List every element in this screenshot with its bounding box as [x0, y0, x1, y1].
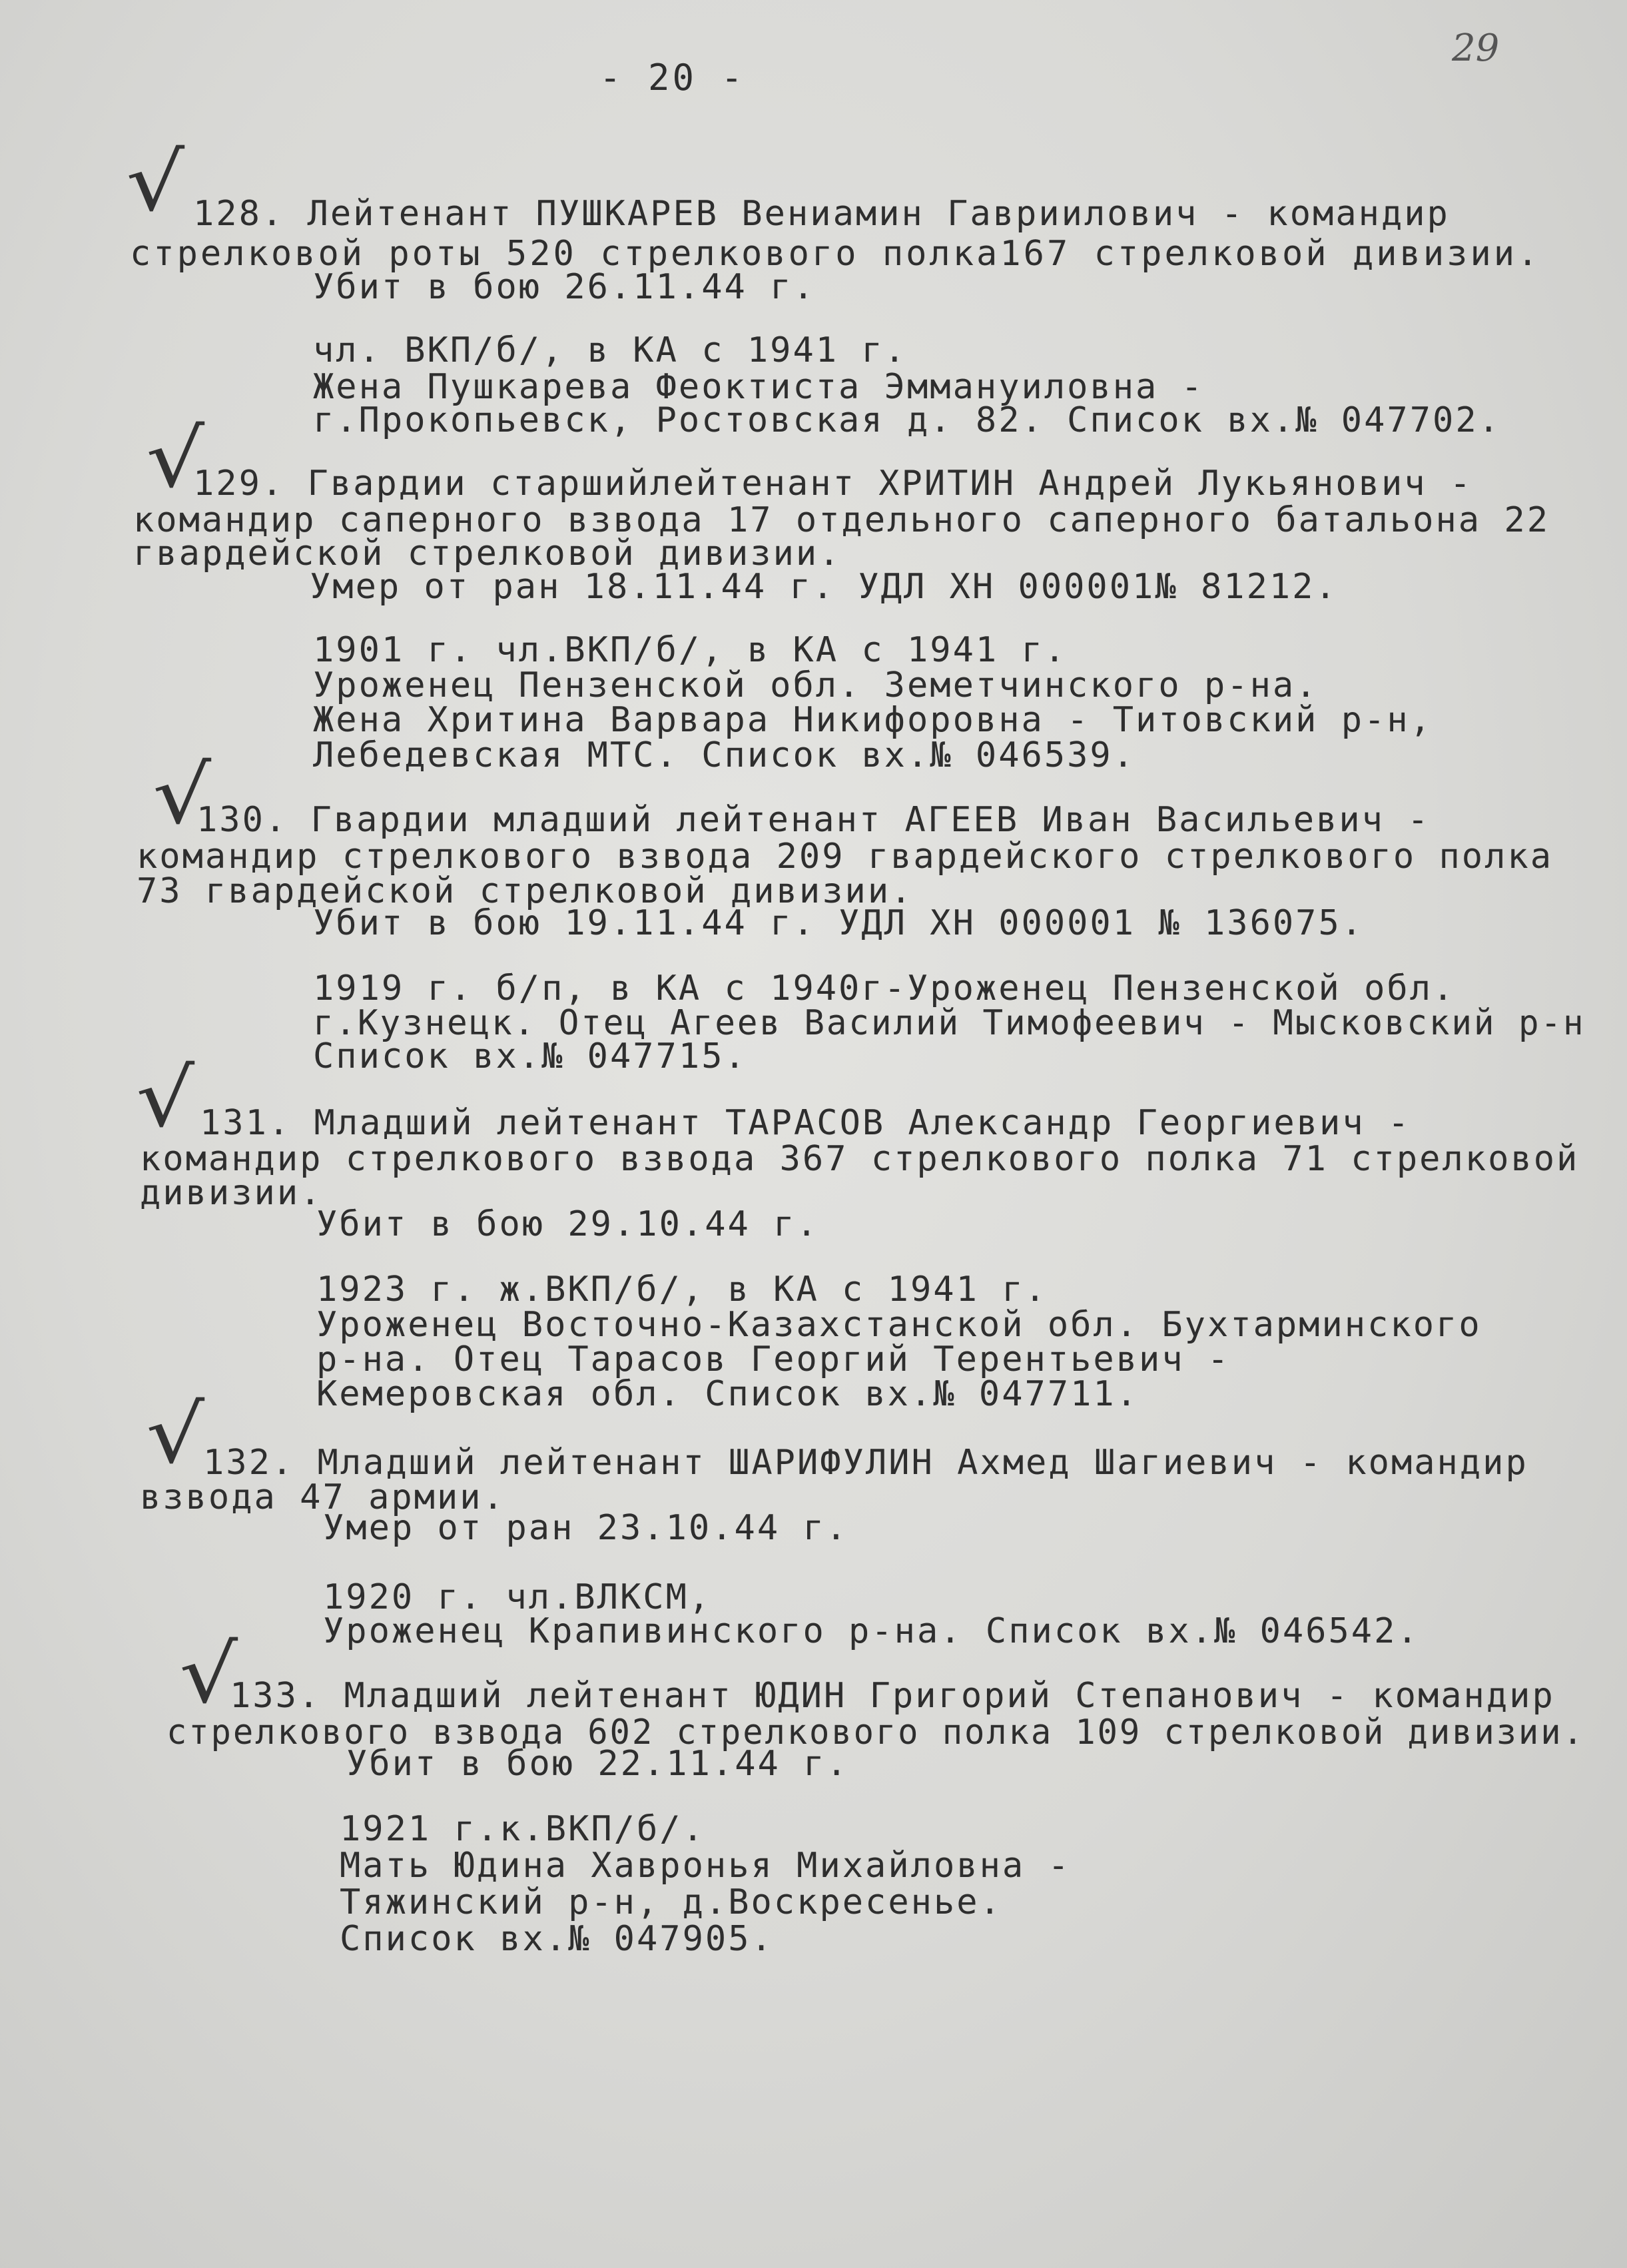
- entry-line: дивизии.: [140, 1173, 323, 1213]
- entry-line: гвардейской стрелковой дивизии.: [133, 534, 842, 573]
- entry-line: Список вх.№ 047715.: [313, 1036, 747, 1076]
- entry-line: Тяжинский р-н, д.Воскресенье.: [340, 1882, 1002, 1922]
- entry-line: Убит в бою 22.11.44 г.: [346, 1744, 849, 1784]
- entry-line: взвода 47 армии.: [140, 1477, 505, 1517]
- entry-line: Кемеровская обл. Список вх.№ 047711.: [316, 1374, 1139, 1414]
- entry-line: Жена Пушкарева Феоктиста Эммануиловна -: [313, 367, 1204, 407]
- entry-line: Уроженец Крапивинского р-на. Список вх.№ 046542.: [323, 1611, 1420, 1651]
- entry-line: стрелкового взвода 602 стрелкового полка 109 стрелковой дивизии.: [166, 1712, 1585, 1752]
- entry-line: Умер от ран 23.10.44 г.: [323, 1508, 849, 1548]
- entry-line: 131. Младший лейтенант ТАРАСОВ Александр Георгиевич -: [200, 1103, 1411, 1143]
- page-number: - 20 -: [599, 57, 746, 99]
- entry-line: командир стрелкового взвода 367 стрелкового полка 71 стрелковой: [140, 1139, 1580, 1179]
- check-mark-icon: √: [153, 749, 212, 842]
- entry-line: 128. Лейтенант ПУШКАРЕВ Вениамин Гавриилович - командир: [193, 194, 1450, 234]
- check-mark-icon: √: [179, 1629, 238, 1721]
- entry-line: 73 гвардейской стрелковой дивизии.: [137, 871, 914, 911]
- entry-line: р-на. Отец Тарасов Георгий Терентьевич -: [316, 1339, 1231, 1379]
- entry-line: г.Кузнецк. Отец Агеев Василий Тимофеевич - Мысковский р-н: [313, 1003, 1586, 1043]
- entry-line: Список вх.№ 047905.: [340, 1919, 774, 1959]
- entry-line: стрелковой роты 520 стрелкового полка167 стрелковой дивизии.: [130, 234, 1541, 274]
- check-mark-icon: √: [146, 1389, 205, 1481]
- entry-line: 1921 г.к.ВКП/б/.: [340, 1809, 705, 1849]
- entry-line: Убит в бою 19.11.44 г. УДЛ ХН 000001 № 136075.: [313, 903, 1365, 943]
- entry-line: Уроженец Пензенской обл. Земетчинского р-на.: [313, 665, 1319, 705]
- entry-line: 129. Гвардии старшийлейтенант ХРИТИН Андрей Лукьянович -: [193, 464, 1473, 504]
- entry-line: Уроженец Восточно-Казахстанской обл. Бухтарминского: [316, 1305, 1482, 1345]
- check-mark-icon: √: [146, 413, 205, 506]
- check-mark-icon: √: [126, 137, 185, 229]
- entry-line: Умер от ран 18.11.44 г. УДЛ ХН 000001№ 81212.: [310, 567, 1338, 607]
- entry-line: Убит в бою 29.10.44 г.: [316, 1204, 819, 1244]
- entry-line: Лебедевская МТС. Список вх.№ 046539.: [313, 735, 1136, 775]
- entry-line: 133. Младший лейтенант ЮДИН Григорий Степанович - командир: [230, 1676, 1555, 1716]
- archive-page-number: 29: [1452, 27, 1500, 70]
- entry-line: г.Прокопьевск, Ростовская д. 82. Список вх.№ 047702.: [313, 400, 1501, 440]
- entry-line: 130. Гвардии младший лейтенант АГЕЕВ Иван Васильевич -: [196, 800, 1431, 840]
- entry-line: командир стрелкового взвода 209 гвардейского стрелкового полка: [137, 837, 1554, 877]
- entry-line: 1920 г. чл.ВЛКСМ,: [323, 1577, 712, 1617]
- entry-line: 1919 г. б/п, в КА с 1940г-Уроженец Пензенской обл.: [313, 968, 1456, 1008]
- entry-line: 132. Младший лейтенант ШАРИФУЛИН Ахмед Шагиевич - командир: [203, 1443, 1528, 1483]
- check-mark-icon: √: [136, 1052, 195, 1145]
- entry-line: 1923 г. ж.ВКП/б/, в КА с 1941 г.: [316, 1270, 1048, 1310]
- entry-line: Мать Юдина Хавронья Михайловна -: [340, 1846, 1071, 1886]
- entry-line: 1901 г. чл.ВКП/б/, в КА с 1941 г.: [313, 630, 1068, 670]
- entry-line: чл. ВКП/б/, в КА с 1941 г.: [313, 330, 907, 370]
- entry-line: Жена Хритина Варвара Никифоровна - Титовский р-н,: [313, 700, 1433, 740]
- entry-line: командир саперного взвода 17 отдельного саперного батальона 22: [133, 500, 1550, 540]
- entry-line: Убит в бою 26.11.44 г.: [313, 267, 816, 307]
